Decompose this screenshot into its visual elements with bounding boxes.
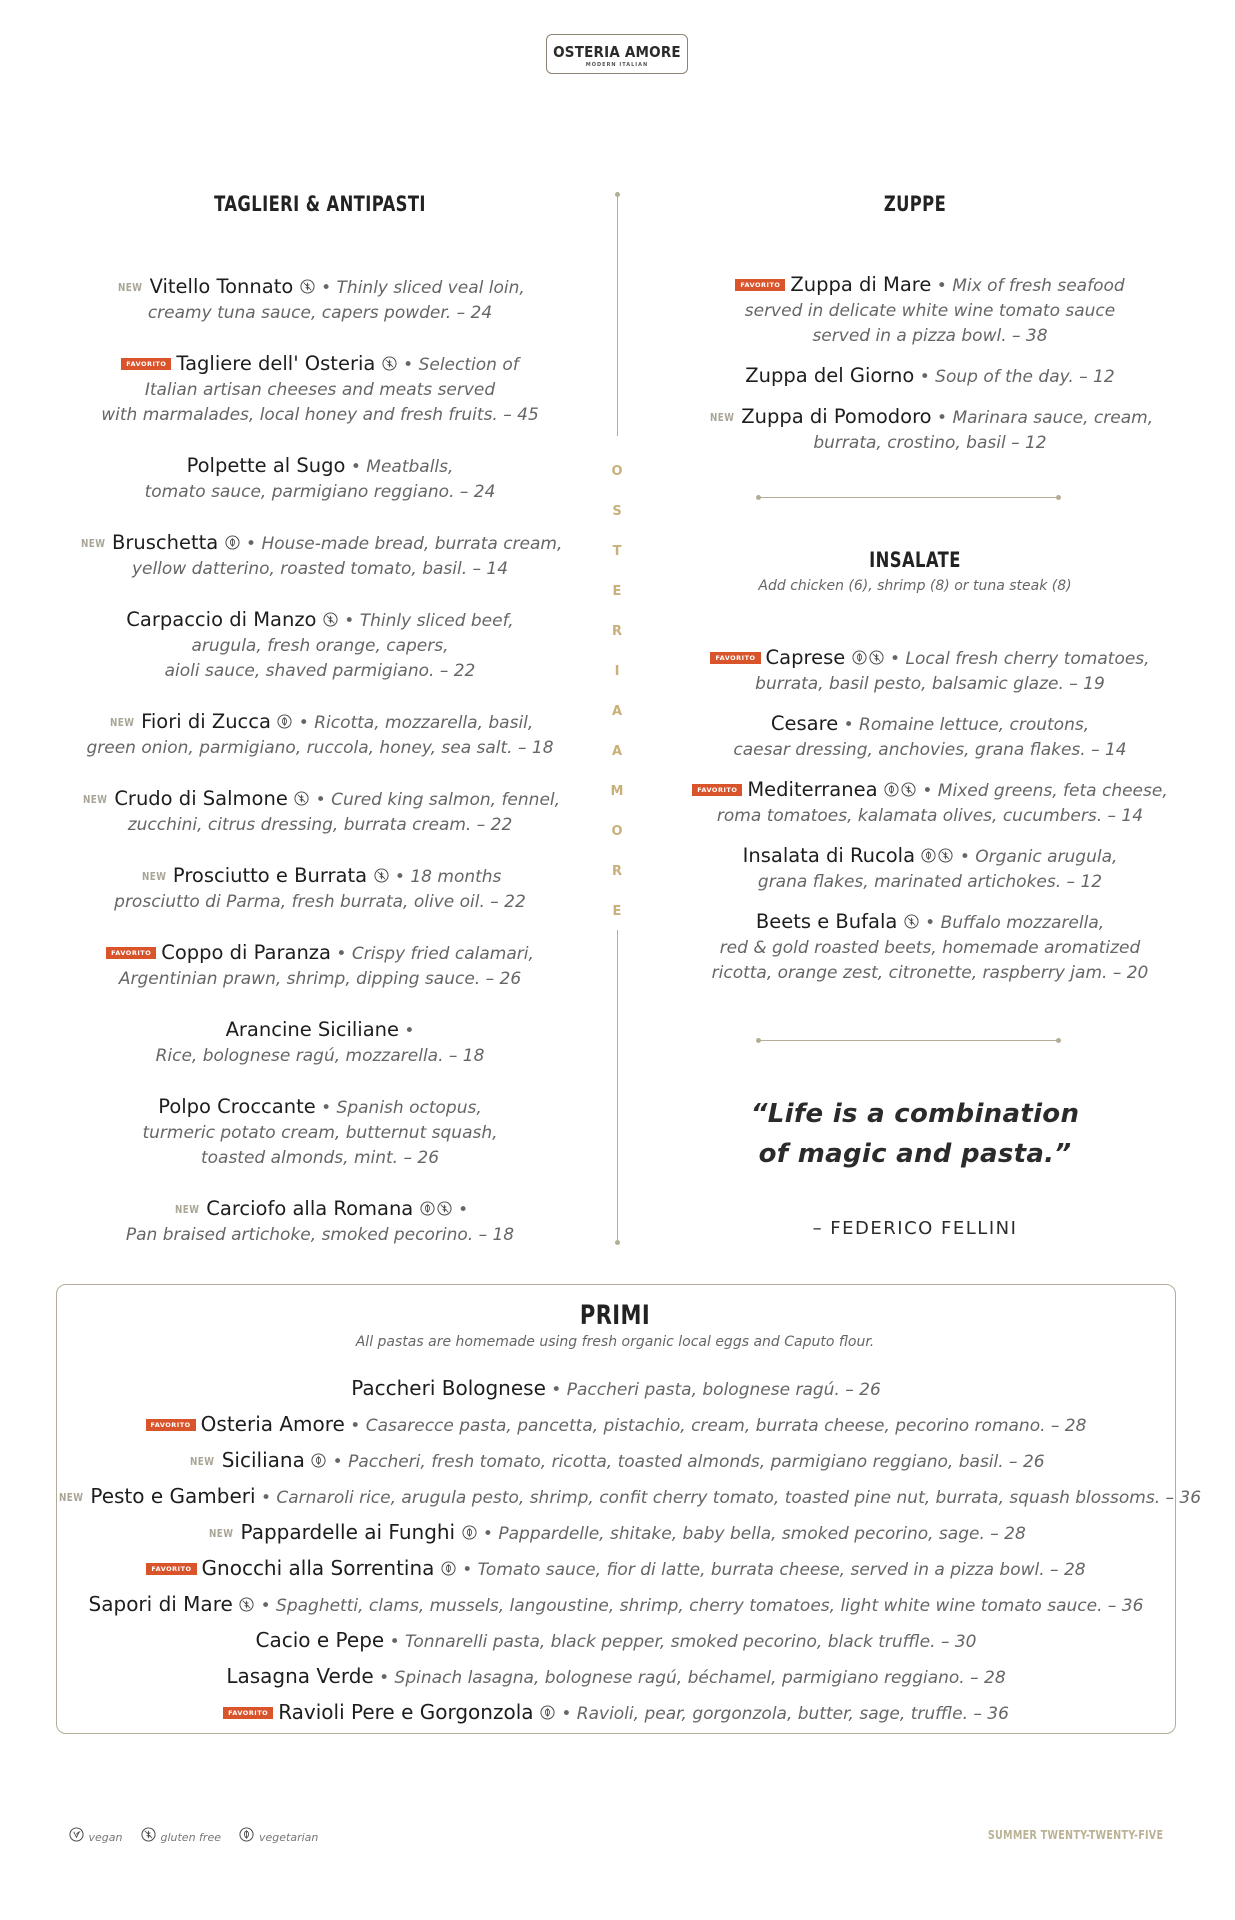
primi-item bbox=[56, 1586, 1176, 1622]
primi-item bbox=[56, 1370, 1176, 1406]
vegetarian-icon bbox=[225, 535, 240, 550]
new-badge: NEW bbox=[190, 1455, 215, 1468]
item-description: • Tonnarelli pasta, black pepper, smoked pecorino, black truffle. – 30 bbox=[384, 1632, 977, 1652]
item-description: • Pappardelle, shitake, baby bella, smoked pecorino, sage. – 28 bbox=[477, 1524, 1026, 1544]
item-description: red & gold roasted beets, homemade aromatized bbox=[719, 938, 1141, 958]
new-badge: NEW bbox=[174, 1203, 200, 1216]
item-description: with marmalades, local honey and fresh fruits. – 45 bbox=[101, 405, 539, 425]
favorite-badge: FAVORITO bbox=[735, 279, 785, 291]
item-name: Zuppa di Pomodoro bbox=[741, 405, 932, 428]
item-description: burrata, crostino, basil – 12 bbox=[813, 433, 1047, 453]
item-name: Lasagna Verde bbox=[226, 1664, 374, 1688]
gluten-free-icon bbox=[239, 1597, 254, 1612]
menu-item bbox=[60, 786, 580, 838]
antipasti-list bbox=[60, 274, 580, 1273]
divider-dot bbox=[615, 1240, 620, 1245]
new-badge: NEW bbox=[59, 1491, 84, 1504]
item-description: arugula, fresh orange, capers, bbox=[191, 636, 449, 656]
vertical-letter: S bbox=[612, 504, 622, 519]
item-description: • bbox=[399, 1021, 415, 1041]
brand-name: OSTERIA AMORE bbox=[553, 43, 681, 61]
insalate-note: Add chicken (6), shrimp (8) or tuna steak (8) bbox=[758, 578, 1072, 594]
item-description: • Ricotta, mozzarella, basil, bbox=[293, 713, 534, 733]
item-name: Beets e Bufala bbox=[755, 910, 898, 933]
item-description: • Spaghetti, clams, mussels, langoustine, shrimp, cherry tomatoes, light white wine tomato sauce. – 36 bbox=[255, 1596, 1144, 1616]
item-name: Mediterranea bbox=[747, 778, 878, 801]
vertical-letter: R bbox=[611, 624, 622, 639]
vertical-letter: O bbox=[611, 464, 623, 479]
item-description: • Thinly sliced veal loin, bbox=[315, 278, 525, 298]
vegetarian-icon bbox=[852, 650, 867, 665]
item-description: • Organic arugula, bbox=[954, 847, 1118, 867]
item-description: • Marinara sauce, cream, bbox=[931, 408, 1154, 428]
menu-item bbox=[60, 863, 580, 915]
horizontal-divider bbox=[760, 1040, 1060, 1041]
menu-item bbox=[660, 645, 1200, 697]
vegetarian-icon bbox=[311, 1453, 326, 1468]
menu-item bbox=[60, 607, 580, 684]
item-name: Carpaccio di Manzo bbox=[126, 608, 317, 631]
item-description: • Carnaroli rice, arugula pesto, shrimp, confit cherry tomato, toasted pine nut, burrata, squash blossoms. – 36 bbox=[255, 1488, 1202, 1508]
legend-gluten-free: gluten free bbox=[160, 1831, 221, 1844]
vertical-letter: R bbox=[611, 864, 622, 879]
zuppe-heading: ZUPPE bbox=[883, 192, 947, 216]
item-name: Polpo Croccante bbox=[158, 1095, 316, 1118]
item-description: • Mix of fresh seafood bbox=[931, 276, 1125, 296]
vegetarian-icon bbox=[462, 1525, 477, 1540]
item-name: Siciliana bbox=[221, 1448, 305, 1472]
item-description: yellow datterino, roasted tomato, basil. – 14 bbox=[131, 559, 509, 579]
vertical-letter: I bbox=[614, 664, 620, 679]
dietary-legend bbox=[68, 1827, 332, 1844]
primi-item bbox=[56, 1514, 1176, 1550]
item-description: • Buffalo mozzarella, bbox=[919, 913, 1105, 933]
vegetarian-icon bbox=[884, 782, 899, 797]
vegetarian-icon bbox=[441, 1561, 456, 1576]
insalate-list bbox=[660, 645, 1200, 1000]
item-description: creamy tuna sauce, capers powder. – 24 bbox=[147, 303, 493, 323]
item-description: turmeric potato cream, butternut squash, bbox=[142, 1123, 498, 1143]
item-description: • Spanish octopus, bbox=[315, 1098, 482, 1118]
new-badge: NEW bbox=[82, 793, 108, 806]
gluten-free-icon bbox=[437, 1201, 452, 1216]
menu-item bbox=[60, 1196, 580, 1248]
menu-item bbox=[660, 404, 1200, 456]
item-name: Caprese bbox=[765, 646, 846, 669]
item-name: Arancine Siciliane bbox=[225, 1018, 399, 1041]
item-description: burrata, basil pesto, balsamic glaze. – 19 bbox=[755, 674, 1105, 694]
primi-item bbox=[56, 1694, 1176, 1730]
item-name: Insalata di Rucola bbox=[742, 844, 916, 867]
item-description: Rice, bolognese ragú, mozzarella. – 18 bbox=[155, 1046, 485, 1066]
item-name: Coppo di Paranza bbox=[161, 941, 331, 964]
item-description: grana flakes, marinated artichokes. – 12 bbox=[757, 872, 1103, 892]
vegetarian-icon bbox=[420, 1201, 435, 1216]
new-badge: NEW bbox=[118, 281, 143, 294]
brand-logo bbox=[546, 34, 688, 74]
gluten-free-icon bbox=[300, 279, 315, 294]
item-description: tomato sauce, parmigiano reggiano. – 24 bbox=[144, 482, 496, 502]
vegetarian-icon bbox=[540, 1705, 555, 1720]
legend-vegan: vegan bbox=[88, 1831, 123, 1844]
favorite-badge: FAVORITO bbox=[106, 947, 156, 959]
item-description: • bbox=[452, 1200, 469, 1220]
item-description: • Ravioli, pear, gorgonzola, butter, sage, truffle. – 36 bbox=[555, 1704, 1009, 1724]
item-name: Pesto e Gamberi bbox=[90, 1484, 256, 1508]
favorite-badge: FAVORITO bbox=[223, 1707, 273, 1719]
gluten-free-icon bbox=[901, 782, 916, 797]
new-badge: NEW bbox=[80, 537, 105, 550]
item-description: Italian artisan cheeses and meats served bbox=[144, 380, 496, 400]
vertical-letter: T bbox=[612, 544, 622, 559]
divider-dot bbox=[1056, 495, 1061, 500]
menu-item bbox=[660, 363, 1200, 390]
item-name: Zuppa di Mare bbox=[790, 273, 932, 296]
menu-item bbox=[60, 940, 580, 992]
menu-item bbox=[60, 709, 580, 761]
legend-vegetarian: vegetarian bbox=[258, 1831, 319, 1844]
item-name: Tagliere dell' Osteria bbox=[176, 352, 376, 375]
vertical-letter: O bbox=[611, 824, 623, 839]
item-name: Fiori di Zucca bbox=[141, 710, 271, 733]
gluten-free-icon bbox=[323, 612, 338, 627]
horizontal-divider bbox=[760, 497, 1060, 498]
primi-item bbox=[56, 1442, 1176, 1478]
menu-item bbox=[660, 909, 1200, 986]
primi-list bbox=[56, 1370, 1202, 1730]
favorite-badge: FAVORITO bbox=[710, 652, 760, 664]
item-description: • Crispy fried calamari, bbox=[331, 944, 534, 964]
new-badge: NEW bbox=[709, 411, 735, 424]
new-badge: NEW bbox=[109, 716, 135, 729]
gluten-free-icon bbox=[374, 868, 389, 883]
item-description: • Tomato sauce, fior di latte, burrata cheese, served in a pizza bowl. – 28 bbox=[456, 1560, 1086, 1580]
item-name: Cacio e Pepe bbox=[255, 1628, 385, 1652]
item-description: • Cured king salmon, fennel, bbox=[310, 790, 561, 810]
quote-line-1: “Life is a combination bbox=[750, 1099, 1080, 1129]
vertical-osteria-amore bbox=[605, 452, 629, 932]
vertical-letter: E bbox=[612, 904, 622, 919]
item-description: • Local fresh cherry tomatoes, bbox=[884, 649, 1150, 669]
item-description: • Thinly sliced beef, bbox=[338, 611, 514, 631]
item-description: • Spinach lasagna, bolognese ragú, béchamel, parmigiano reggiano. – 28 bbox=[373, 1668, 1006, 1688]
item-description: • Casarecce pasta, pancetta, pistachio, cream, burrata cheese, pecorino romano. – 28 bbox=[344, 1416, 1087, 1436]
item-description: prosciutto di Parma, fresh burrata, olive oil. – 22 bbox=[114, 892, 526, 912]
item-name: Sapori di Mare bbox=[88, 1592, 233, 1616]
primi-note: All pastas are homemade using fresh organic local eggs and Caputo flour. bbox=[355, 1334, 875, 1350]
menu-item bbox=[660, 777, 1200, 829]
menu-item bbox=[60, 453, 580, 505]
vertical-divider bbox=[617, 930, 618, 1240]
item-name: Zuppa del Giorno bbox=[745, 364, 915, 387]
gluten-free-icon bbox=[141, 1827, 156, 1842]
item-name: Vitello Tonnato bbox=[149, 275, 294, 298]
primi-item bbox=[56, 1478, 1202, 1514]
item-name: Cesare bbox=[770, 712, 839, 735]
item-description: • Romaine lettuce, croutons, bbox=[838, 715, 1090, 735]
vegetarian-icon bbox=[921, 848, 936, 863]
season-label: SUMMER TWENTY-TWENTY-FIVE bbox=[987, 1828, 1163, 1842]
item-description: zucchini, citrus dressing, burrata cream. – 22 bbox=[127, 815, 513, 835]
vegetarian-icon bbox=[277, 714, 292, 729]
new-badge: NEW bbox=[141, 870, 166, 883]
vertical-letter: M bbox=[610, 784, 624, 799]
item-description: • House-made bread, burrata cream, bbox=[240, 534, 563, 554]
primi-heading: PRIMI bbox=[579, 1300, 651, 1331]
vegan-icon bbox=[69, 1827, 84, 1842]
insalate-heading: INSALATE bbox=[869, 548, 961, 572]
gluten-free-icon bbox=[294, 791, 309, 806]
menu-item bbox=[660, 711, 1200, 763]
item-description: • Paccheri, fresh tomato, ricotta, toasted almonds, parmigiano reggiano, basil. – 26 bbox=[327, 1452, 1045, 1472]
favorite-badge: FAVORITO bbox=[121, 358, 171, 370]
item-description: Pan braised artichoke, smoked pecorino. – 18 bbox=[125, 1225, 515, 1245]
favorite-badge: FAVORITO bbox=[692, 784, 742, 796]
item-description: • Mixed greens, feta cheese, bbox=[916, 781, 1168, 801]
item-description: • 18 months bbox=[389, 867, 502, 887]
item-description: toasted almonds, mint. – 26 bbox=[200, 1148, 440, 1168]
item-description: • Meatballs, bbox=[345, 457, 454, 477]
menu-item bbox=[660, 843, 1200, 895]
new-badge: NEW bbox=[209, 1527, 234, 1540]
menu-item bbox=[60, 1017, 580, 1069]
item-description: • Paccheri pasta, bolognese ragú. – 26 bbox=[545, 1380, 881, 1400]
vertical-letter: A bbox=[611, 744, 623, 759]
item-description: caesar dressing, anchovies, grana flakes. – 14 bbox=[733, 740, 1127, 760]
zuppe-list bbox=[660, 272, 1200, 470]
gluten-free-icon bbox=[938, 848, 953, 863]
item-description: Argentinian prawn, shrimp, dipping sauce. – 26 bbox=[118, 969, 522, 989]
item-name: Ravioli Pere e Gorgonzola bbox=[278, 1700, 534, 1724]
antipasti-heading: TAGLIERI & ANTIPASTI bbox=[214, 192, 426, 216]
vegetarian-icon bbox=[239, 1827, 254, 1842]
menu-item bbox=[60, 530, 580, 582]
item-name: Prosciutto e Burrata bbox=[172, 864, 368, 887]
primi-item bbox=[56, 1658, 1176, 1694]
item-name: Bruschetta bbox=[111, 531, 219, 554]
divider-dot bbox=[1056, 1038, 1061, 1043]
item-description: • Selection of bbox=[397, 355, 519, 375]
gluten-free-icon bbox=[869, 650, 884, 665]
quote bbox=[700, 1094, 1130, 1174]
item-name: Pappardelle ai Funghi bbox=[240, 1520, 456, 1544]
item-description: aioli sauce, shaved parmigiano. – 22 bbox=[164, 661, 476, 681]
gluten-free-icon bbox=[382, 356, 397, 371]
item-description: ricotta, orange zest, citronette, raspberry jam. – 20 bbox=[711, 963, 1149, 983]
gluten-free-icon bbox=[904, 914, 919, 929]
vertical-divider bbox=[617, 196, 618, 436]
vertical-letter: A bbox=[611, 704, 623, 719]
item-name: Crudo di Salmone bbox=[114, 787, 288, 810]
primi-item bbox=[56, 1550, 1176, 1586]
item-name: Polpette al Sugo bbox=[186, 454, 346, 477]
quote-line-2: of magic and pasta.” bbox=[758, 1139, 1072, 1169]
item-description: served in a pizza bowl. – 38 bbox=[812, 326, 1048, 346]
brand-tagline: MODERN ITALIAN bbox=[585, 62, 649, 68]
vertical-letter: E bbox=[612, 584, 622, 599]
menu-item bbox=[60, 351, 580, 428]
item-description: green onion, parmigiano, ruccola, honey, sea salt. – 18 bbox=[86, 738, 554, 758]
item-name: Paccheri Bolognese bbox=[351, 1376, 546, 1400]
primi-item bbox=[56, 1406, 1176, 1442]
item-description: roma tomatoes, kalamata olives, cucumbers. – 14 bbox=[716, 806, 1144, 826]
item-name: Carciofo alla Romana bbox=[206, 1197, 414, 1220]
favorite-badge: FAVORITO bbox=[146, 1563, 196, 1575]
menu-item bbox=[60, 274, 580, 326]
menu-item bbox=[60, 1094, 580, 1171]
menu-item bbox=[660, 272, 1200, 349]
quote-author: – FEDERICO FELLINI bbox=[812, 1218, 1018, 1239]
primi-item bbox=[56, 1622, 1176, 1658]
item-name: Osteria Amore bbox=[200, 1412, 345, 1436]
item-name: Gnocchi alla Sorrentina bbox=[201, 1556, 435, 1580]
item-description: • Soup of the day. – 12 bbox=[914, 367, 1115, 387]
item-description: served in delicate white wine tomato sauce bbox=[744, 301, 1116, 321]
favorite-badge: FAVORITO bbox=[146, 1419, 196, 1431]
